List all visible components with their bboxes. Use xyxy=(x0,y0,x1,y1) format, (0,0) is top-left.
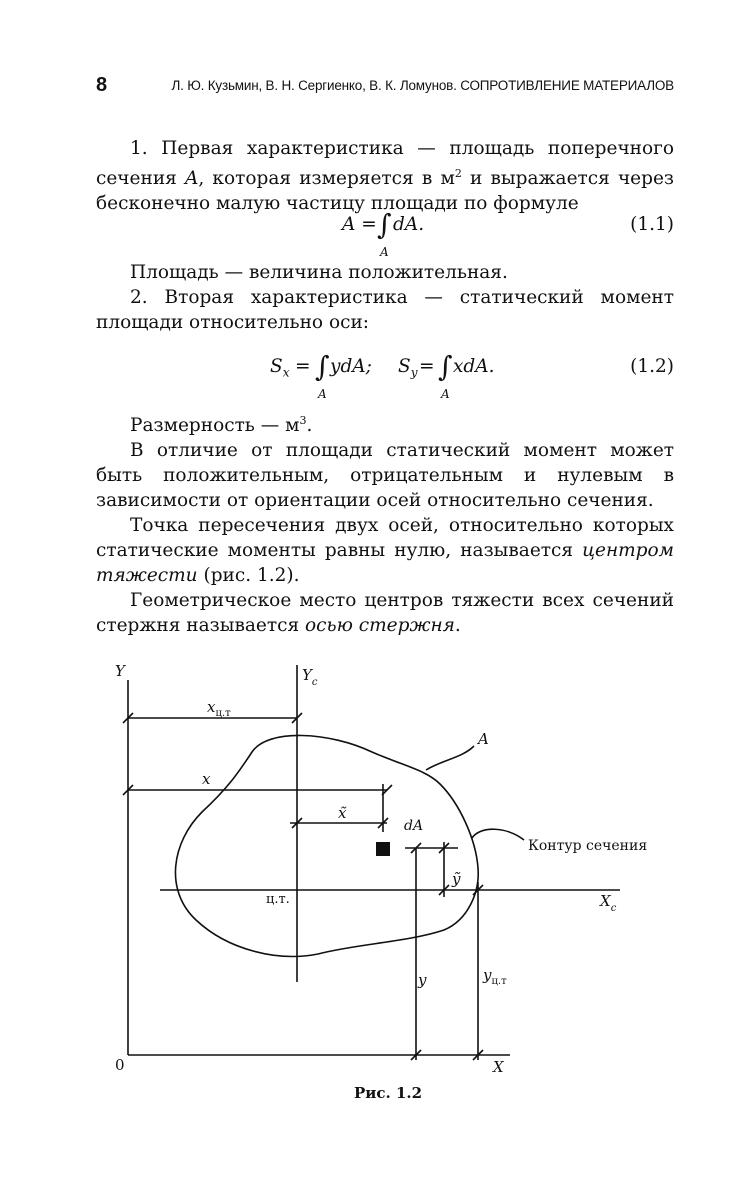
equation-number: (1.1) xyxy=(630,214,674,235)
paragraph-rod-axis: Геометрическое место центров тяжести всех сечений стержня называется осью стержня. xyxy=(96,590,674,637)
label-Y: Y xyxy=(115,662,125,680)
figure-caption: Рис. 1.2 xyxy=(354,1084,423,1102)
label-dA: dA xyxy=(404,818,424,834)
page-number: 8 xyxy=(96,74,108,96)
label-xtilde: x̃ xyxy=(338,804,347,822)
running-title: Л. Ю. Кузьмин, В. Н. Сергиенко, В. К. Ломунов. СОПРОТИВЛЕНИЕ МАТЕРИАЛОВ xyxy=(171,78,674,93)
paragraph-dimension: Размерность — $м^3$. xyxy=(130,414,313,437)
label-Xc: $X_c$ xyxy=(600,892,617,914)
leader-A xyxy=(426,746,474,770)
label-ytilde: ỹ xyxy=(452,870,461,888)
label-A: A xyxy=(478,730,489,748)
leader-contour xyxy=(472,829,524,840)
paragraph-static-moment-sign: В отличие от площади статический момент может быть положительным, отрицательным и нулевым в зависимости от ориентации осей относительно сечения. xyxy=(96,440,674,512)
equation-number: (1.2) xyxy=(630,356,674,377)
element-dA xyxy=(376,842,390,856)
equation-1-2: $S_x$ = ∫ ydA; A $S_y$ = ∫ xdA. A (1.2) xyxy=(270,350,674,401)
label-x: x xyxy=(202,770,211,788)
paragraph-center-of-gravity: Точка пересечения двух осей, относительно которых статические моменты равны нулю, называется центром тяжести (рис. 1.2). xyxy=(96,515,674,587)
equation-1-1: A = ∫ dA. A (1.1) xyxy=(342,208,674,259)
paragraph-second-characteristic: 2. Вторая характеристика — статический момент площади относительно оси: xyxy=(96,287,674,333)
label-yct: $y_{ц.т}$ xyxy=(483,966,507,987)
label-X: X xyxy=(493,1058,504,1076)
label-y: y xyxy=(418,971,427,989)
label-origin: 0 xyxy=(115,1056,125,1074)
label-xct: $x_{ц.т}$ xyxy=(207,698,231,719)
label-ct: ц.т. xyxy=(266,892,290,907)
label-Yc: $Y_c$ xyxy=(302,666,318,688)
label-contour: Контур сечения xyxy=(528,838,648,854)
section-contour xyxy=(175,735,478,956)
paragraph-area-positive: Площадь — величина положительная. xyxy=(130,262,508,283)
paragraph-first-characteristic: 1. Первая характеристика — площадь поперечного сечения A, которая измеряется в $м^2$ и выражается через бесконечно малую частицу площади по формуле xyxy=(96,138,675,215)
